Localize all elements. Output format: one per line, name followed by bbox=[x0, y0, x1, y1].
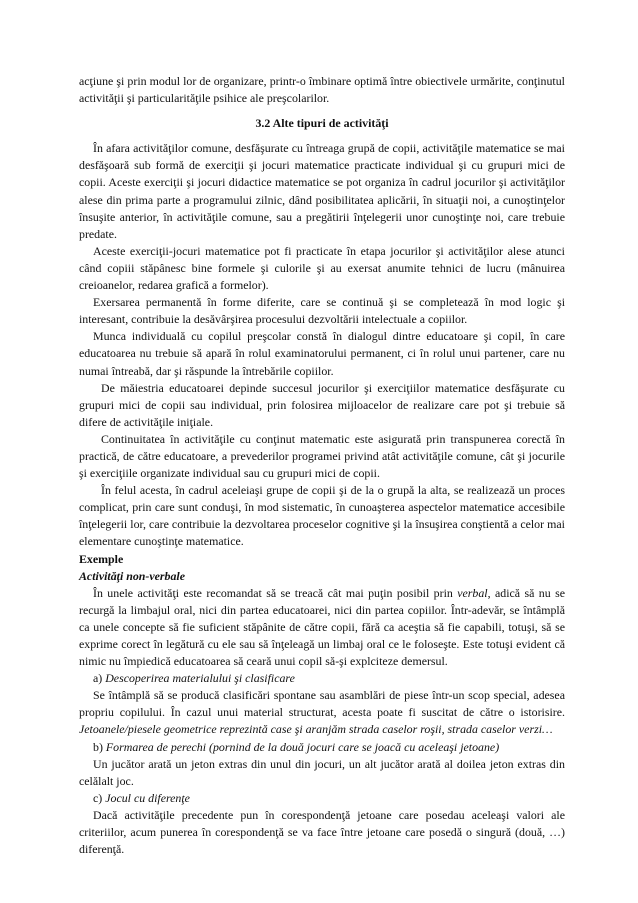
paragraph: Aceste exerciţii-jocuri matematice pot fi practicate în etapa jocurilor şi activităţilor alese atunci când copiii stăpânesc bine formele şi culorile şi au exersat anumite tehnici de lucru (mânuirea creioanelor, redarea grafică a formelor). bbox=[79, 243, 565, 293]
example-item-body bbox=[79, 687, 565, 738]
paragraph: În felul acesta, în cadrul aceleiaşi grupe de copii şi de la o grupă la alta, se realizează un proces complicat, prin care sunt conduşi, în mod sistematic, în cunoaşterea aspectelor matematice accesibile înţelegerii lor, care contribuie la dezvoltarea proceselor cognitive şi la însuşirea conştientă a celor mai elementare cunoştinţe matematice. bbox=[79, 483, 565, 549]
example-item-body: Un jucător arată un jeton extras din unul din jocuri, un alt jucător arată al doilea jeton extras din celălalt joc. bbox=[79, 756, 565, 788]
example-item-text: Se întâmplă să se producă clasificări spontane sau asamblări de piese într-un scop special, adesea propriu copilului. În cazul unui material structurat, acesta poate fi suscitat de către o istorisire. bbox=[79, 688, 565, 720]
section-heading: 3.2 Alte tipuri de activităţi bbox=[255, 116, 389, 131]
example-item-title-text: Formarea de perechi (pornind de la două jocuri care se joacă cu aceleaşi jetoane) bbox=[105, 739, 500, 754]
document-page bbox=[79, 73, 565, 858]
example-item-label: a) bbox=[93, 671, 106, 686]
paragraph: Continuitatea în activităţile cu conţinut matematic este asigurată prin transpunerea corectă în practică, de către educatoare, a prevederilor programei privind atât activităţile comune, cât şi jocurile şi exerciţiile organizate individual sau cu grupuri mici de copii. bbox=[79, 431, 565, 481]
intro-continuation: acţiune şi prin modul lor de organizare, printr-o îmbinare optimă între obiectivele urmărite, conţinutul activităţii şi particularităţile psihice ale preşcolarilor. bbox=[79, 74, 565, 106]
example-item-title bbox=[79, 739, 565, 756]
nonverbal-intro-emphasis: verbal bbox=[457, 585, 488, 600]
example-item-label: b) bbox=[93, 739, 106, 754]
nonverbal-heading: Activităţi non-verbale bbox=[79, 568, 186, 583]
paragraph: În afara activităţilor comune, desfăşurate cu întreaga grupă de copii, activităţile matematice se mai desfăşoară sub formă de exerciţii şi jocuri matematice practicate individual şi cu grupuri mici de copii. Aceste exerciţii şi jocuri didactice matematice se pot organiza în cadrul jocurilor şi activităţilor alese din prima parte a programului zilnic, dând posibilitatea aplicării, în situaţii noi, a cunoştinţelor însuşite anterior, în activităţile comune, sau a pregătirii înţelegerii unor cunoştinţe noi, care trebuie predate. bbox=[79, 141, 565, 241]
example-item-body: Dacă activităţile precedente pun în corespondenţă jetoane care posedau aceleaşi valori ale criteriilor, acum punerea în corespondenţă se va face între jetoane care posedă o singură (două, …) diferenţă. bbox=[79, 807, 565, 857]
paragraph: Munca individuală cu copilul preşcolar constă în dialogul dintre educatoare şi copil, în care educatoarea nu trebuie să apară în rolul examinatorului permanent, ci în rolul unui partener, care nu numai întreabă, dar şi răspunde la întrebările copiilor. bbox=[79, 329, 565, 378]
spacer bbox=[79, 132, 565, 140]
example-item-title-text: Jocul cu diferenţe bbox=[105, 790, 190, 805]
example-item-label: c) bbox=[93, 790, 106, 805]
paragraph: De măiestria educatoarei depinde succesul jocurilor şi exerciţiilor matematice desfăşurate cu grupuri mici de copii sau individual, prin folosirea mijloacelor de realizare care pot şi trebuie să difere de activităţile iniţiale. bbox=[79, 380, 565, 429]
example-item-title bbox=[79, 670, 565, 687]
nonverbal-intro-text: , adică să nu se recurgă la limbajul oral, nici din partea educatoarei, nici din partea copiilor. Într-adevăr, se întâmplă ca unele concepte să fie suficient stăpânite de către copii, fără ca aceştia să fie capabili, totuşi, să se exprime corect în legătură cu ele sau să înţeleagă un limbaj oral ce le foloseşte. Este totuşi evident că nimic nu împiedică educatoarea să ceară unui copil să-şi explciteze demersul. bbox=[79, 585, 565, 669]
example-item-title bbox=[79, 790, 565, 807]
examples-heading: Exemple bbox=[79, 551, 124, 566]
example-item-italic-text: Jetoanele/piesele geometrice reprezintă case şi aranjăm strada caselor roşii, strada caselor verzi… bbox=[79, 722, 553, 737]
example-item-title-text: Descoperirea materialului şi clasificare bbox=[105, 671, 295, 686]
spacer bbox=[79, 107, 565, 115]
nonverbal-intro-text: În unele activităţi este recomandat să se treacă cât mai puţin posibil prin bbox=[93, 585, 458, 600]
paragraph: Exersarea permanentă în forme diferite, care se continuă şi se completează în mod logic şi interesant, contribuie la desăvârşirea procesului dezvoltării intelectuale a copiilor. bbox=[79, 295, 565, 327]
nonverbal-intro bbox=[79, 585, 565, 670]
